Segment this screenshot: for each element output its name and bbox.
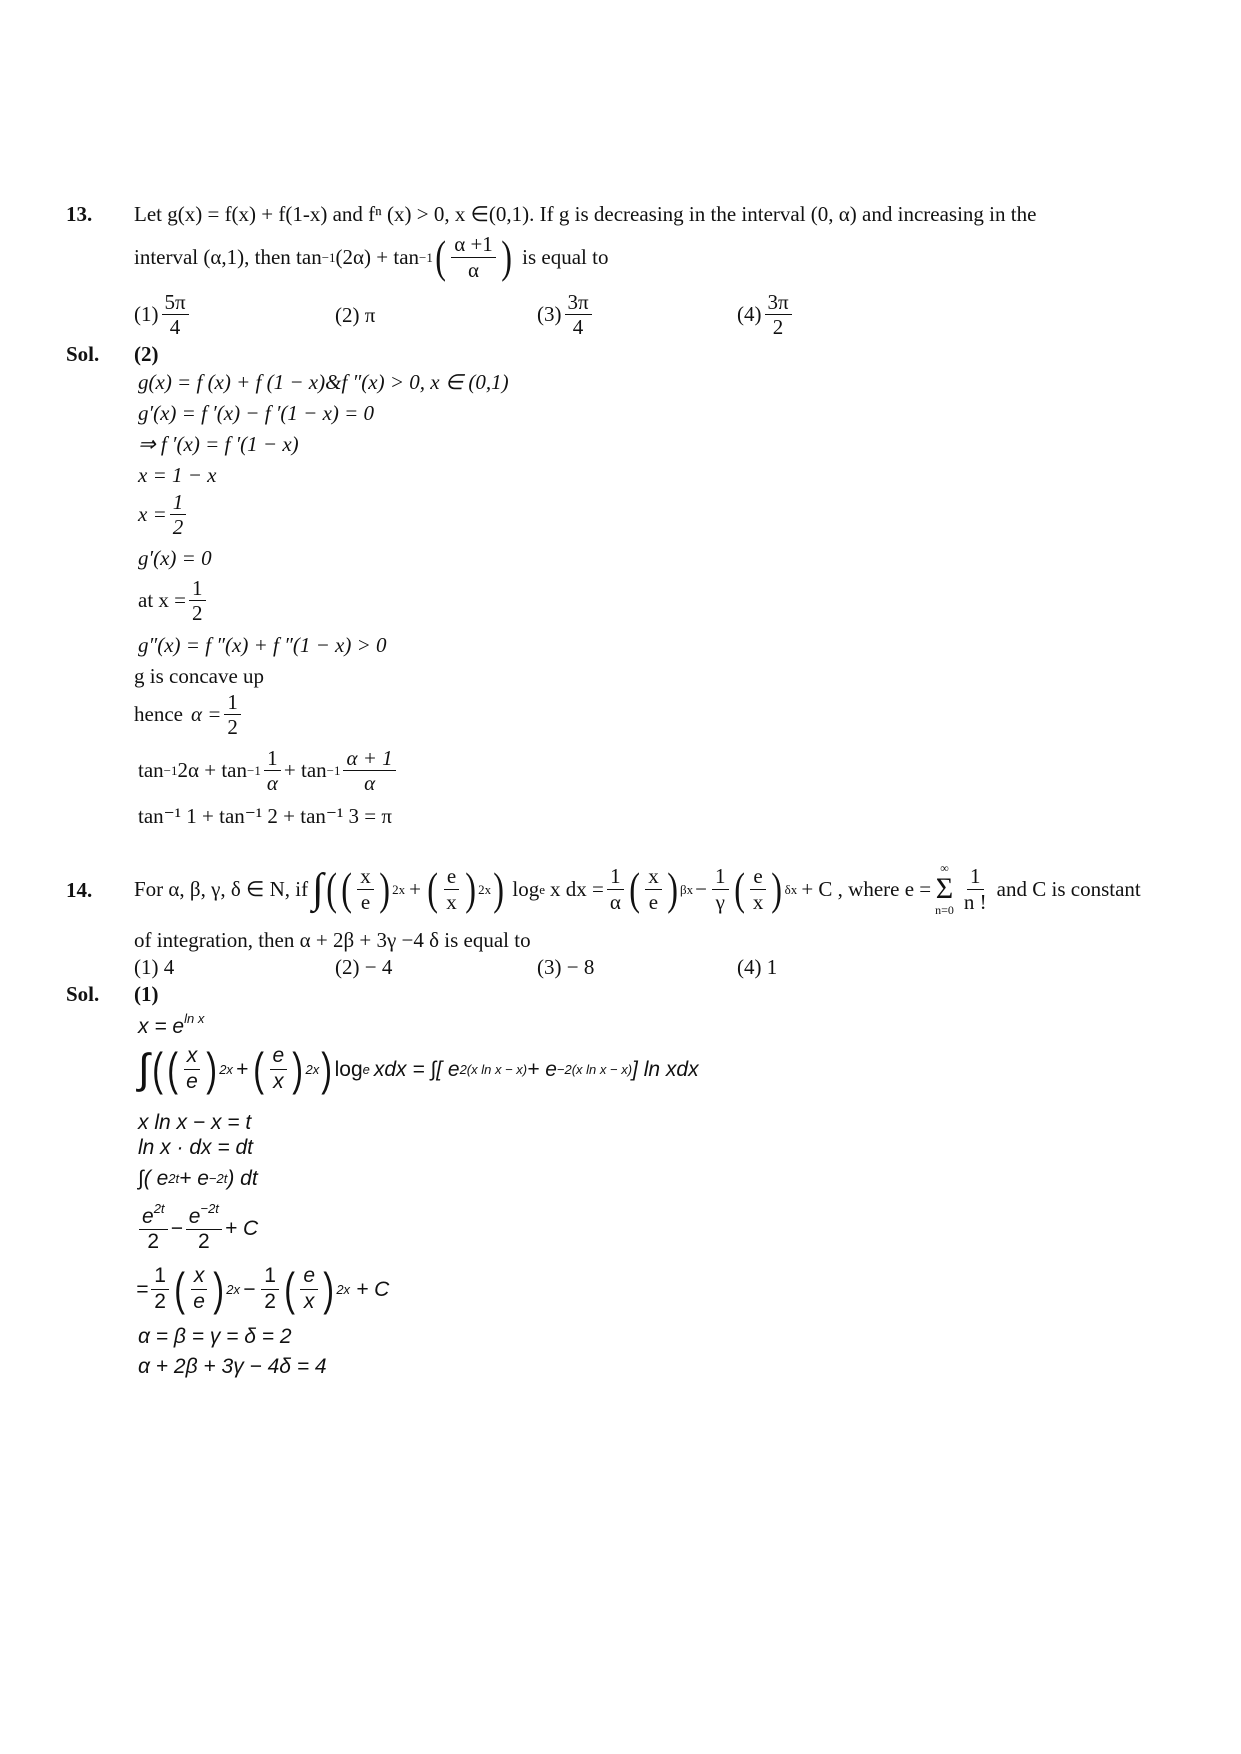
q14-step-5: ∫( e 2t + e −2t ) dt xyxy=(138,1166,258,1190)
q13-step-5: x = $\frac{1}{2}$ xyxy=(138,490,189,539)
q14-option-2[interactable]: (2) − 4 xyxy=(335,955,393,979)
q14-step-6: $\frac{e^{2t}}{2}$ − $\frac{e^{-2t}}{2}$ + C xyxy=(136,1202,258,1254)
q14-answer: (1) xyxy=(134,982,159,1006)
q13-step-7: at x = $\frac{1}{2}$ xyxy=(138,576,209,625)
question-13-line1: Let g(x) = f(x) + f(1-x) and fⁿ (x) > 0, x ∈(0,1). If g is decreasing in the interval (0, α) and increasing in the xyxy=(134,202,1037,226)
question-14-number: 14. xyxy=(66,878,93,902)
question-13-line2: interval (α,1), then tan −1 (2α) + tan −1 ( $\frac{\alpha +1}{\alpha}$ ) is equal to xyxy=(134,231,609,282)
q14-option-3[interactable]: (3) − 8 xyxy=(537,955,595,979)
q13-step-10: hence α = $\frac{1}{2}$ xyxy=(134,690,244,739)
q13-step-12: tan⁻¹ 1 + tan⁻¹ 2 + tan⁻¹ 3 = π xyxy=(138,804,392,828)
q14-step-4: ln x · dx = dt xyxy=(138,1136,253,1159)
q13-step-8: g″(x) = f ″(x) + f ″(1 − x) > 0 xyxy=(138,633,387,657)
q13-answer: (2) xyxy=(134,342,159,366)
q13-step-2: g′(x) = f ′(x) − f ′(1 − x) = 0 xyxy=(138,401,375,425)
q13-fraction: $\frac{\alpha +1}{\alpha}$ xyxy=(451,232,496,281)
question-14-line1: For α, β, γ, δ ∈ N, if ∫ ( ( $\frac{x}{e}$ ) 2x + ( $\frac{e}{x}$ ) 2x ) log e x dx = $\frac{1}{\alpha}$ ( $\frac{x}{e}$ ) βx − $\frac{1}{\gamma}$ ( $\frac{e}{x}$ ) δx + C , where e = ∞ Σ n=0 $\frac{1}{n !}$ and C is constant xyxy=(134,861,1141,917)
q14-step-9: α + 2β + 3γ − 4δ = 4 xyxy=(138,1355,327,1378)
q14-step-8: α = β = γ = δ = 2 xyxy=(138,1325,292,1348)
q14-solution-label: Sol. xyxy=(66,982,100,1006)
q14-step-7: = $\frac{1}{2}$ ( $\frac{x}{e}$ ) 2x − $\frac{1}{2}$ ( $\frac{e}{x}$ ) 2x + C xyxy=(136,1263,390,1315)
q13-step-6: g′(x) = 0 xyxy=(138,546,212,570)
q14-step-3: x ln x − x = t xyxy=(138,1111,252,1134)
question-13-number: 13. xyxy=(66,202,93,226)
q13-step-9: g is concave up xyxy=(134,664,265,688)
q13-step-11: tan −1 2α + tan −1 $\frac{1}{\alpha}$ + tan −1 $\frac{\alpha + 1}{\alpha}$ xyxy=(138,746,399,795)
q13-option-4[interactable]: (4) $\frac{3\pi}{2}$ xyxy=(737,290,795,339)
q14-step-1: $x = e^{ln x}$ xyxy=(138,1011,205,1038)
q13-step-4: x = 1 − x xyxy=(138,463,217,487)
q13-step-1: g(x) = f (x) + f (1 − x)&f ″(x) > 0, x ∈ (0,1) xyxy=(138,370,509,394)
question-14-line2: of integration, then α + 2β + 3γ −4 δ is equal to xyxy=(134,928,531,952)
q14-option-4[interactable]: (4) 1 xyxy=(737,955,778,979)
q14-step-2: ∫ ( ( $\frac{x}{e}$ ) 2x + ( $\frac{e}{x}$ ) 2x ) log e xdx = ∫[ e 2(x ln x − x) + e −2(x ln x − x) ] ln xdx xyxy=(138,1043,699,1095)
q13-option-3[interactable]: (3) $\frac{3\pi}{4}$ xyxy=(537,290,595,339)
q13-option-2[interactable]: (2) π xyxy=(335,303,376,327)
q14-option-1[interactable]: (1) 4 xyxy=(134,955,175,979)
q13-option-1[interactable]: (1) $\frac{5\pi}{4}$ xyxy=(134,290,192,339)
q13-solution-label: Sol. xyxy=(66,342,100,366)
q13-step-3: ⇒ f ′(x) = f ′(1 − x) xyxy=(138,432,299,456)
